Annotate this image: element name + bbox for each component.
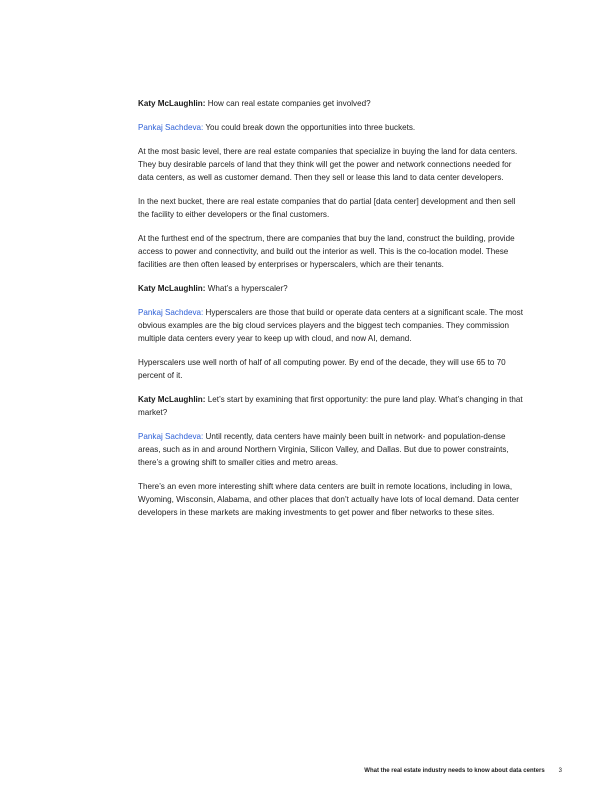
paragraph-3 [138,145,528,184]
paragraph-1 [138,97,528,110]
speaker-name: Katy McLaughlin: [138,99,206,108]
paragraph-4 [138,195,528,221]
paragraph-text: How can real estate companies get involved? [205,99,371,108]
paragraph-8 [138,356,528,382]
paragraph-2 [138,121,528,134]
paragraph-text: There’s an even more interesting shift where data centers are built in remote locations, including in Iowa, Wyoming, Wisconsin, Alabama, and other places that don’t actually have lots of local demand. Data center developers in these markets are making investments to get power and fiber networks to these sites. [138,482,519,517]
paragraph-text: What’s a hyperscaler? [205,284,288,293]
paragraph-9 [138,393,528,419]
paragraph-5 [138,232,528,271]
paragraph-text: In the next bucket, there are real estate companies that do partial [data center] development and then sell the facility to either developers or the final customers. [138,197,516,219]
paragraph-text: You could break down the opportunities into three buckets. [203,123,416,132]
paragraph-7 [138,306,528,345]
speaker-name: Pankaj Sachdeva: [138,308,204,317]
paragraph-text: Hyperscalers use well north of half of all computing power. By end of the decade, they will use 65 to 70 percent of it. [138,358,506,380]
speaker-name: Katy McLaughlin: [138,395,206,404]
paragraph-text: Hyperscalers are those that build or operate data centers at a significant scale. The most obvious examples are the big cloud services players and the biggest tech companies. They commission multiple data centers every year to keep up with cloud, and now AI, demand. [138,308,523,343]
page-footer [364,768,562,774]
paragraph-text: Let’s start by examining that first opportunity: the pure land play. What’s changing in that market? [138,395,523,417]
paragraph-text: Until recently, data centers have mainly been built in network- and population-dense areas, such as in and around Northern Virginia, Silicon Valley, and Dallas. But due to power constraints, there’s a growing shift to smaller cities and metro areas. [138,432,509,467]
article-body [138,97,528,530]
paragraph-11 [138,480,528,519]
paragraph-10 [138,430,528,469]
speaker-name: Pankaj Sachdeva: [138,123,204,132]
speaker-name: Pankaj Sachdeva: [138,432,204,441]
footer-title: What the real estate industry needs to know about data centers [364,768,545,774]
page-number: 3 [558,768,562,774]
paragraph-text: At the most basic level, there are real estate companies that specialize in buying the land for data centers. They buy desirable parcels of land that they think will get the power and network connections needed for data centers, as well as customer demand. Then they sell or lease this land to data center developers. [138,147,518,182]
speaker-name: Katy McLaughlin: [138,284,206,293]
paragraph-text: At the furthest end of the spectrum, there are companies that buy the land, construct the building, provide access to power and connectivity, and build out the interior as well. This is the co-location model. These facilities are then often leased by enterprises or hyperscalers, which are their tenants. [138,234,515,269]
paragraph-6 [138,282,528,295]
